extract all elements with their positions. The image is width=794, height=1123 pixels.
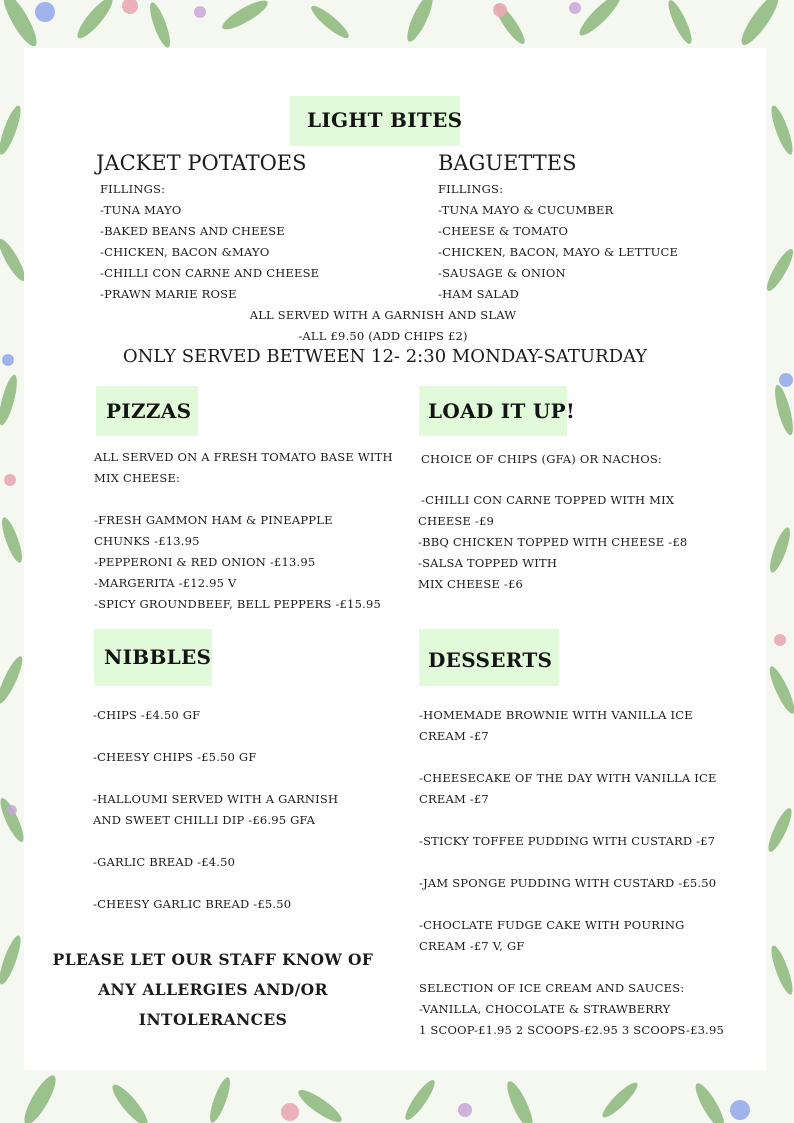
baguettes-fillings-label: FILLINGS: [438, 182, 504, 196]
jacket-potatoes-fillings-label: FILLINGS: [100, 182, 166, 196]
pizza-line: -SPICY GROUNDBEEF, BELL PEPPERS -£15.95 [94, 597, 381, 611]
baguette-item: -TUNA MAYO & CUCUMBER [438, 203, 614, 217]
load-it-up-heading: LOAD IT UP! [428, 399, 576, 423]
jacket-potato-item: -TUNA MAYO [100, 203, 182, 217]
served-with-note: ALL SERVED WITH A GARNISH AND SLAW [249, 308, 517, 322]
jacket-potato-item: -PRAWN MARIE ROSE [100, 287, 237, 301]
baguette-item: -CHEESE & TOMATO [438, 224, 569, 238]
nibbles-line: -CHEESY CHIPS -£5.50 GF [93, 750, 257, 764]
nibbles-line: -GARLIC BREAD -£4.50 [93, 855, 236, 869]
pizzas-heading-box [96, 386, 198, 436]
load-it-up-line: MIX CHEESE -£6 [418, 577, 524, 591]
baguette-item: -CHICKEN, BACON, MAYO & LETTUCE [438, 245, 679, 259]
dessert-line: 1 SCOOP-£1.95 2 SCOOPS-£2.95 3 SCOOPS-£3.95 [419, 1023, 725, 1037]
load-it-up-intro: CHOICE OF CHIPS (GFA) OR NACHOS: [421, 452, 662, 466]
jacket-potato-item: -CHICKEN, BACON &MAYO [100, 245, 270, 259]
dessert-line: -STICKY TOFFEE PUDDING WITH CUSTARD -£7 [419, 834, 716, 848]
light-bites-heading: LIGHT BITES [307, 108, 463, 132]
pizzas-intro: MIX CHEESE: [94, 471, 181, 485]
pizza-line: -FRESH GAMMON HAM & PINEAPPLE [94, 513, 333, 527]
nibbles-line: -HALLOUMI SERVED WITH A GARNISH [93, 792, 339, 806]
desserts-heading: DESSERTS [428, 648, 553, 672]
load-it-up-line: -BBQ CHICKEN TOPPED WITH CHEESE -£8 [418, 535, 688, 549]
jacket-potato-item: -CHILLI CON CARNE AND CHEESE [100, 266, 320, 280]
pizza-line: -MARGERITA -£12.95 V [94, 576, 237, 590]
load-it-up-line: -CHILLI CON CARNE TOPPED WITH MIX [421, 493, 675, 507]
pizzas-heading: PIZZAS [106, 399, 192, 423]
allergy-notice-line: PLEASE LET OUR STAFF KNOW OF [52, 950, 374, 969]
desserts-heading-box [419, 629, 559, 686]
baguettes-title: BAGUETTES [438, 151, 577, 175]
dessert-line: SELECTION OF ICE CREAM AND SAUCES: [419, 981, 685, 995]
jacket-potato-item: -BAKED BEANS AND CHEESE [100, 224, 285, 238]
nibbles-line: -CHIPS -£4.50 GF [93, 708, 201, 722]
allergy-notice-line: INTOLERANCES [138, 1010, 288, 1029]
serving-times: ONLY SERVED BETWEEN 12- 2:30 MONDAY-SATURDAY [122, 346, 648, 367]
dessert-line: CREAM -£7 [419, 792, 489, 806]
nibbles-heading: NIBBLES [104, 645, 212, 669]
jacket-potatoes-title: JACKET POTATOES [96, 151, 307, 175]
dessert-line: CREAM -£7 V, GF [419, 939, 525, 953]
light-bites-heading-box [290, 96, 463, 146]
dessert-line: -VANILLA, CHOCOLATE & STRAWBERRY [419, 1002, 671, 1016]
allergy-notice [44, 945, 382, 1035]
load-it-up-line: CHEESE -£9 [418, 514, 495, 528]
pizza-line: -PEPPERONI & RED ONION -£13.95 [94, 555, 316, 569]
dessert-line: -HOMEMADE BROWNIE WITH VANILLA ICE [419, 708, 693, 722]
dessert-line: -JAM SPONGE PUDDING WITH CUSTARD -£5.50 [419, 876, 717, 890]
load-it-up-heading-box [419, 386, 576, 436]
nibbles-line: AND SWEET CHILLI DIP -£6.95 GFA [93, 813, 316, 827]
baguette-item: -SAUSAGE & ONION [438, 266, 566, 280]
load-it-up-line: -SALSA TOPPED WITH [418, 556, 558, 570]
nibbles-heading-box [94, 629, 212, 686]
light-bites-price: -ALL £9.50 (ADD CHIPS £2) [298, 329, 468, 343]
allergy-notice-line: ANY ALLERGIES AND/OR [98, 980, 328, 999]
pizzas-intro: ALL SERVED ON A FRESH TOMATO BASE WITH [94, 450, 393, 464]
dessert-line: -CHOCLATE FUDGE CAKE WITH POURING [419, 918, 685, 932]
nibbles-line: -CHEESY GARLIC BREAD -£5.50 [93, 897, 292, 911]
dessert-line: CREAM -£7 [419, 729, 489, 743]
pizza-line: CHUNKS -£13.95 [94, 534, 200, 548]
dessert-line: -CHEESECAKE OF THE DAY WITH VANILLA ICE [419, 771, 717, 785]
baguette-item: -HAM SALAD [438, 287, 519, 301]
